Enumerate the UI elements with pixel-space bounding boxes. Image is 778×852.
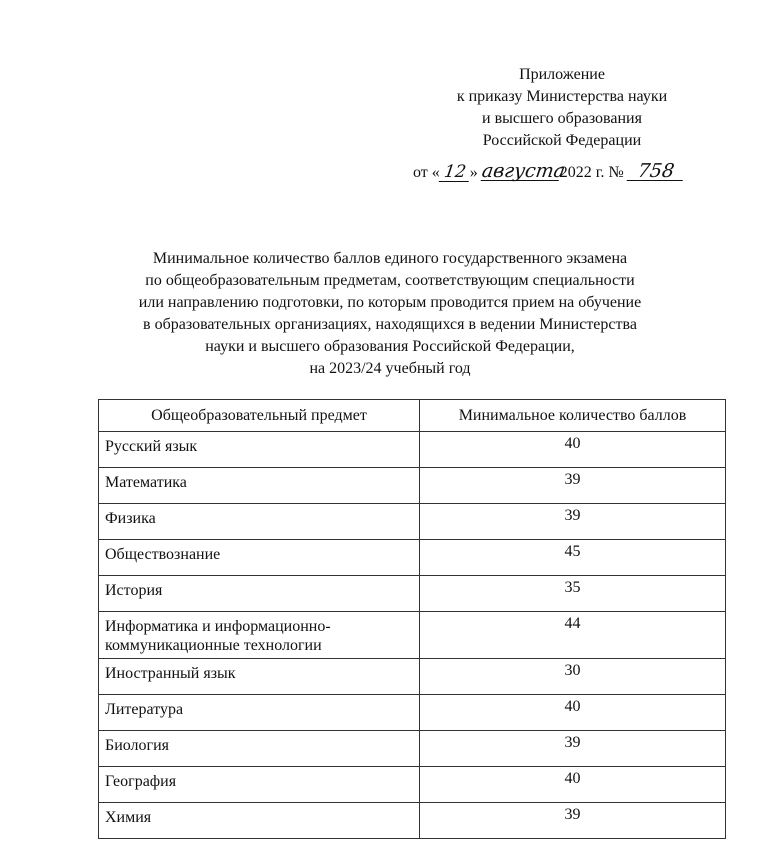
table-row [99, 612, 726, 659]
subject-cell: Биология [99, 731, 420, 767]
appendix-block [380, 64, 744, 152]
order-year: 2022 г. № [559, 164, 624, 181]
table-row [99, 767, 726, 803]
table-row [99, 659, 726, 695]
appendix-label: Приложение [519, 66, 605, 83]
score-cell: 40 [420, 695, 726, 731]
order-number-handwritten: 758 [626, 162, 685, 181]
title-line: или направлению подготовки, по которым проводится прием на обучение [138, 294, 642, 311]
title-line: Минимальное количество баллов единого государственного экзамена [152, 250, 628, 267]
score-cell: 39 [420, 504, 726, 540]
appendix-line: Российской Федерации [482, 132, 642, 149]
subject-cell: Физика [99, 504, 420, 540]
header-subject: Общеобразовательный предмет [99, 400, 420, 432]
subject-cell: Литература [99, 695, 420, 731]
subject-cell: География [99, 767, 420, 803]
header-min-score: Минимальное количество баллов [420, 400, 726, 432]
score-cell: 39 [420, 731, 726, 767]
table-row [99, 504, 726, 540]
score-cell: 44 [420, 612, 726, 659]
score-cell: 39 [420, 468, 726, 504]
subject-cell [99, 612, 420, 659]
table-row [99, 468, 726, 504]
score-cell: 45 [420, 540, 726, 576]
table-row [99, 803, 726, 839]
subject-cell: Иностранный язык [99, 659, 420, 695]
subject-cell-line: коммуникационные технологии [105, 637, 322, 654]
title-line: в образовательных организациях, находящихся в ведении Министерства [143, 316, 637, 333]
score-cell: 40 [420, 767, 726, 803]
order-mid: » [469, 164, 478, 181]
subject-cell-line: Информатика и информационно- [105, 618, 331, 635]
subject-cell: Математика [99, 468, 420, 504]
order-month-handwritten: августа [480, 160, 567, 182]
score-cell: 39 [420, 803, 726, 839]
title-line: науки и высшего образования Российской Федерации, [205, 338, 575, 355]
table-header-row [99, 400, 726, 432]
table-row [99, 576, 726, 612]
table-row [99, 432, 726, 468]
table-row [99, 695, 726, 731]
title-line: по общеобразовательным предметам, соответствующим специальности [145, 272, 635, 289]
table-row [99, 540, 726, 576]
table-row [99, 731, 726, 767]
subject-cell: Русский язык [99, 432, 420, 468]
score-cell: 30 [420, 659, 726, 695]
subject-cell: Обществознание [99, 540, 420, 576]
order-day-handwritten: 12 [438, 163, 471, 182]
order-prefix: от « [413, 164, 440, 181]
appendix-line: и высшего образования [482, 110, 642, 127]
subject-cell: Химия [99, 803, 420, 839]
score-cell: 40 [420, 432, 726, 468]
order-date-line [413, 160, 684, 186]
appendix-line: к приказу Министерства науки [456, 88, 668, 105]
score-cell: 35 [420, 576, 726, 612]
document-title [50, 248, 730, 380]
scores-table [98, 399, 726, 839]
subject-cell: История [99, 576, 420, 612]
title-line: на 2023/24 учебный год [309, 360, 471, 377]
